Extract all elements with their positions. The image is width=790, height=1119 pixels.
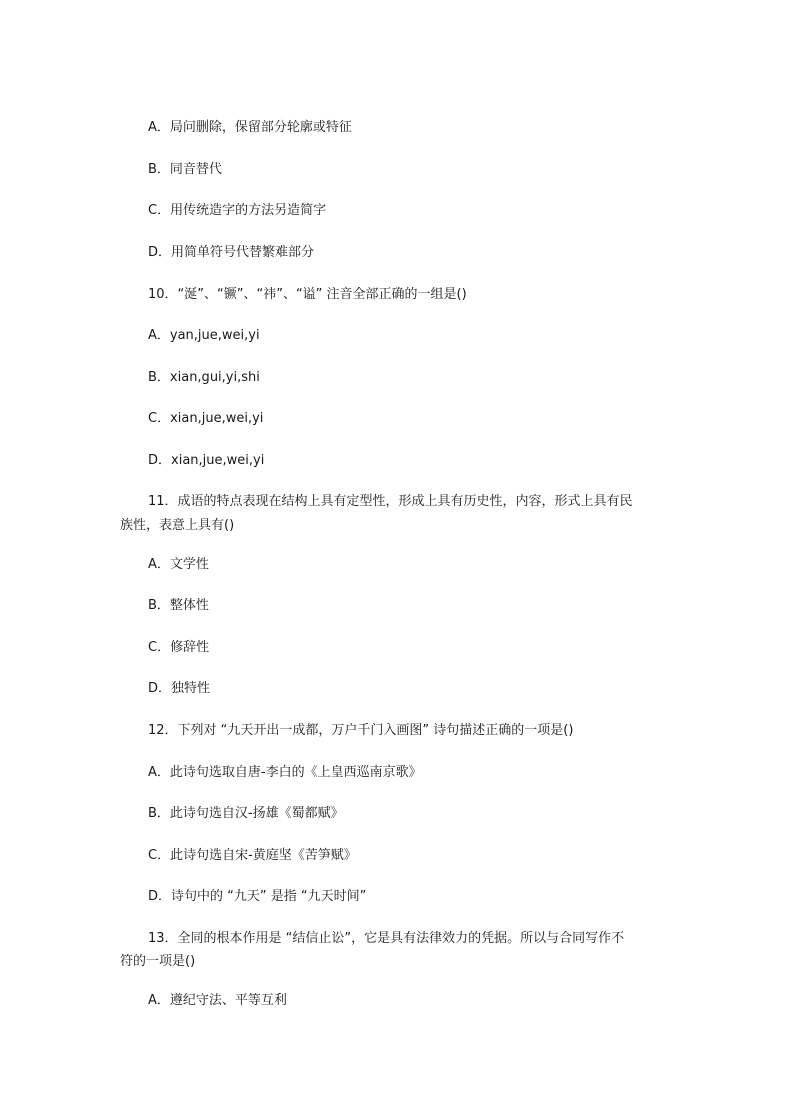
option-c: C．用传统造字的方法另造简字 (148, 203, 327, 218)
option-a: A．遵纪守法、平等互利 (148, 993, 287, 1008)
option-d: D．xian,jue,wei,yi (148, 453, 265, 468)
question-11: 11．成语的特点表现在结构上具有定型性，形成上具有历史性，内容，形式上具有民 (148, 494, 633, 509)
question-13-continued: 符的一项是() (120, 954, 196, 969)
option-a: A．文学性 (148, 557, 209, 572)
question-13: 13．全同的根本作用是 “结信止讼”，它是具有法律效力的凭据。所以与合同写作不 (148, 931, 625, 946)
option-b: B．此诗句选自汉-扬雄《蜀都赋》 (148, 806, 344, 821)
option-a: A．局问删除，保留部分轮廓或特征 (148, 120, 352, 135)
option-d: D．用简单符号代替繁难部分 (148, 245, 315, 260)
option-a: A．yan,jue,wei,yi (148, 328, 260, 343)
option-c: C．修辞性 (148, 640, 210, 655)
option-d: D．独特性 (148, 681, 211, 696)
option-c: C．此诗句选自宋-黄庭坚《苦笋赋》 (148, 848, 357, 863)
option-b: B．xian,gui,yi,shi (148, 370, 260, 385)
option-d: D．诗句中的 “九天” 是指 “九天时间” (148, 889, 367, 904)
option-b: B．整体性 (148, 598, 209, 613)
question-11-continued: 族性，表意上具有() (120, 518, 235, 533)
option-b: B．同音替代 (148, 162, 222, 177)
question-12: 12．下列对 “九天开出一成都，万户千门入画图” 诗句描述正确的一项是() (148, 723, 574, 738)
question-10: 10．“涎”、“镢”、“祎”、“谥” 注音全部正确的一组是() (148, 287, 467, 302)
option-a: A．此诗句选取自唐-李白的《上皇西巡南京歌》 (148, 765, 422, 780)
option-c: C．xian,jue,wei,yi (148, 411, 264, 426)
